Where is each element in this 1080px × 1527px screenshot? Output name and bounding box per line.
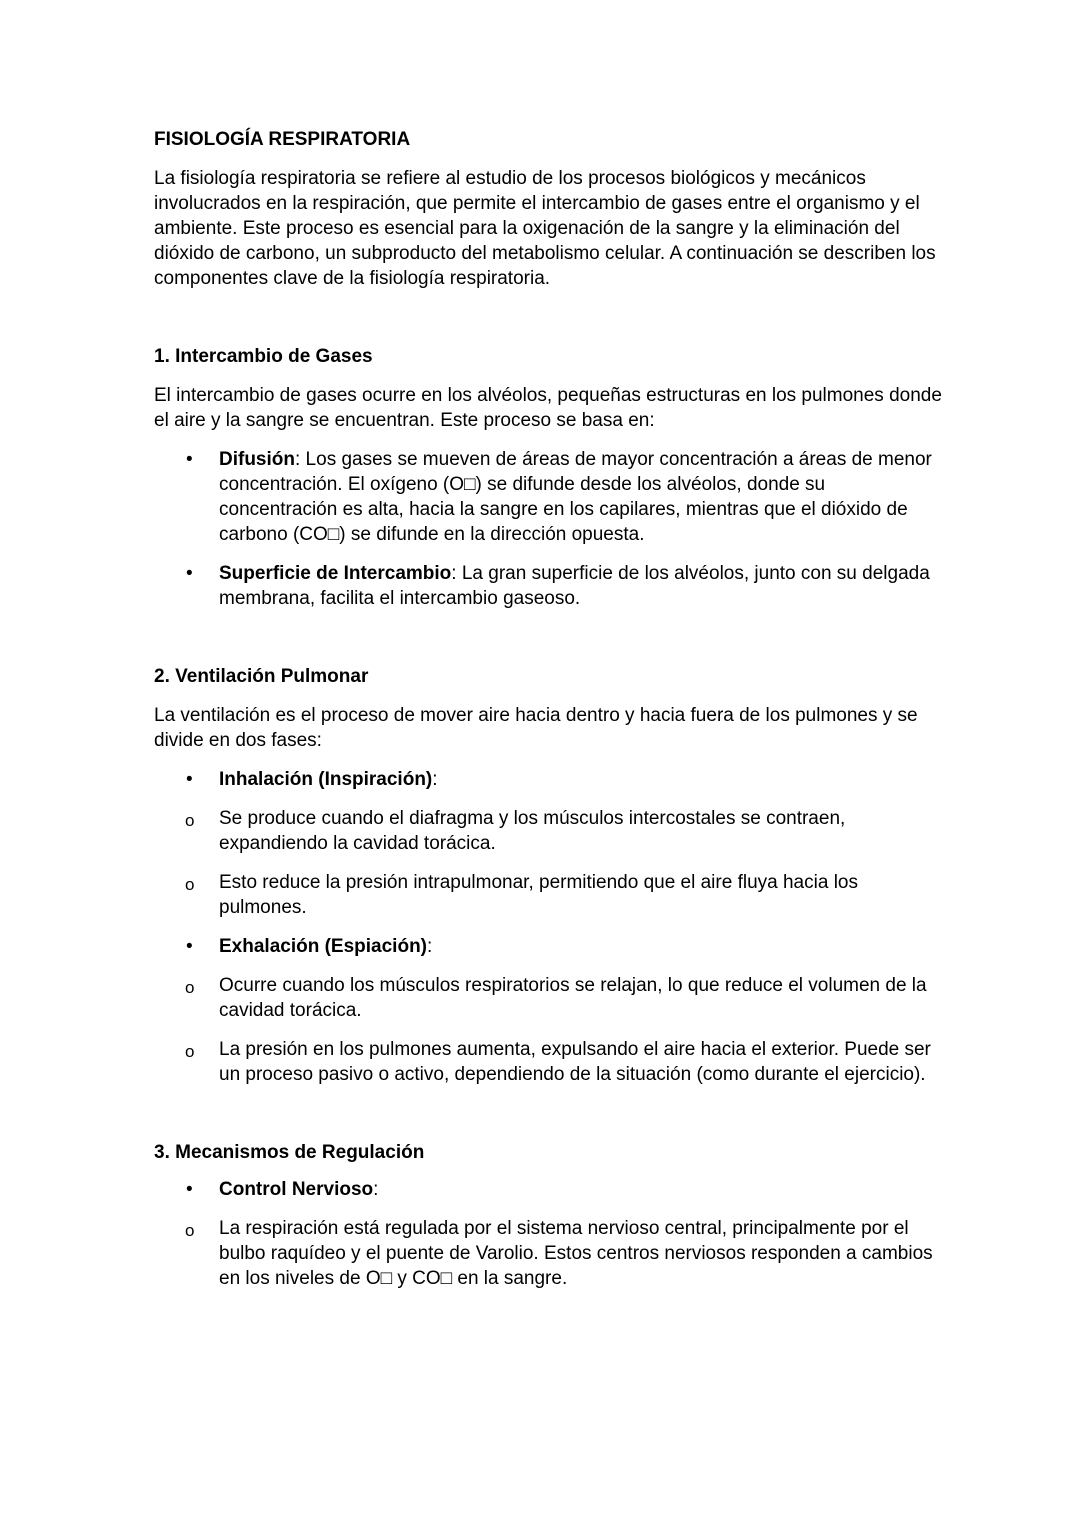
list-item: [154, 1177, 944, 1202]
bullet-list-regulacion: [154, 1177, 944, 1202]
sub-item-text: Se produce cuando el diafragma y los músculos intercostales se contraen, expandiendo la cavidad torácica.: [219, 808, 846, 854]
section-paragraph-ventilacion: La ventilación es el proceso de mover aire hacia dentro y hacia fuera de los pulmones y se divide en dos fases:: [154, 705, 918, 751]
item-text: :: [427, 936, 433, 957]
item-label: Difusión: [219, 449, 295, 470]
sub-list-inhalacion: [154, 806, 944, 920]
circle-bullet-icon: o: [185, 978, 195, 997]
circle-bullet-icon: o: [185, 1042, 195, 1061]
bullet-icon: •: [186, 449, 193, 470]
intro-paragraph: La fisiología respiratoria se refiere al estudio de los procesos biológicos y mecánicos involucrados en la respiración, que permite el intercambio de gases entre el organismo y el ambiente. Este proceso es esencial para la oxigenación de la sangre y la eliminación del dióxido de carbono, un subproducto del metabolismo celular. A continuación se describen los componentes clave de la fisiología respiratoria.: [154, 168, 936, 289]
sub-list-item: [154, 1037, 944, 1087]
circle-bullet-icon: o: [185, 875, 195, 894]
sub-list-item: [154, 973, 944, 1023]
bullet-icon: •: [186, 1179, 193, 1200]
list-item: [154, 934, 944, 959]
item-label: Superficie de Intercambio: [219, 563, 452, 584]
bullet-icon: •: [186, 563, 193, 584]
bullet-icon: •: [186, 769, 193, 790]
circle-bullet-icon: o: [185, 1221, 195, 1240]
list-item: [154, 561, 944, 611]
sub-item-text: Esto reduce la presión intrapulmonar, permitiendo que el aire fluya hacia los pulmones.: [219, 872, 858, 918]
item-label: Inhalación (Inspiración): [219, 769, 433, 790]
sub-list-control-nervioso: [154, 1216, 944, 1291]
bullet-list-intercambio: [154, 447, 944, 611]
list-item: [154, 447, 944, 547]
document-title: FISIOLOGÍA RESPIRATORIA: [154, 129, 411, 150]
sub-list-exhalacion: [154, 973, 944, 1087]
sub-item-text: La respiración está regulada por el sistema nervioso central, principalmente por el bulbo raquídeo y el puente de Varolio. Estos centros nerviosos responden a cambios en los niveles de O□ y CO□ en la sangre.: [219, 1218, 933, 1289]
item-text: : Los gases se mueven de áreas de mayor concentración a áreas de menor concentración. El oxígeno (O□) se difunde desde los alvéolos, donde su concentración es alta, hacia la sangre en los capilares, mientras que el dióxido de carbono (CO□) se difunde en la dirección opuesta.: [219, 449, 932, 545]
section-heading-intercambio: 1. Intercambio de Gases: [154, 346, 373, 367]
list-item: [154, 767, 944, 792]
section-heading-ventilacion: 2. Ventilación Pulmonar: [154, 666, 369, 687]
item-text: :: [432, 769, 438, 790]
item-text: :: [373, 1179, 379, 1200]
bullet-list-ventilacion-2: [154, 934, 944, 959]
sub-list-item: [154, 870, 944, 920]
item-label: Control Nervioso: [219, 1179, 374, 1200]
section-paragraph-intercambio: El intercambio de gases ocurre en los alvéolos, pequeñas estructuras en los pulmones donde el aire y la sangre se encuentran. Este proceso se basa en:: [154, 385, 942, 431]
bullet-list-ventilacion: [154, 767, 944, 792]
sub-item-text: Ocurre cuando los músculos respiratorios se relajan, lo que reduce el volumen de la cavidad torácica.: [219, 975, 927, 1021]
sub-list-item: [154, 806, 944, 856]
circle-bullet-icon: o: [185, 811, 195, 830]
document-body: [154, 126, 944, 1291]
section-heading-regulacion: 3. Mecanismos de Regulación: [154, 1142, 425, 1163]
item-text: : La gran superficie de los alvéolos, junto con su delgada membrana, facilita el intercambio gaseoso.: [219, 563, 930, 609]
sub-list-item: [154, 1216, 944, 1291]
item-label: Exhalación (Espiación): [219, 936, 427, 957]
sub-item-text: La presión en los pulmones aumenta, expulsando el aire hacia el exterior. Puede ser un proceso pasivo o activo, dependiendo de la situación (como durante el ejercicio).: [219, 1039, 931, 1085]
bullet-icon: •: [186, 936, 193, 957]
